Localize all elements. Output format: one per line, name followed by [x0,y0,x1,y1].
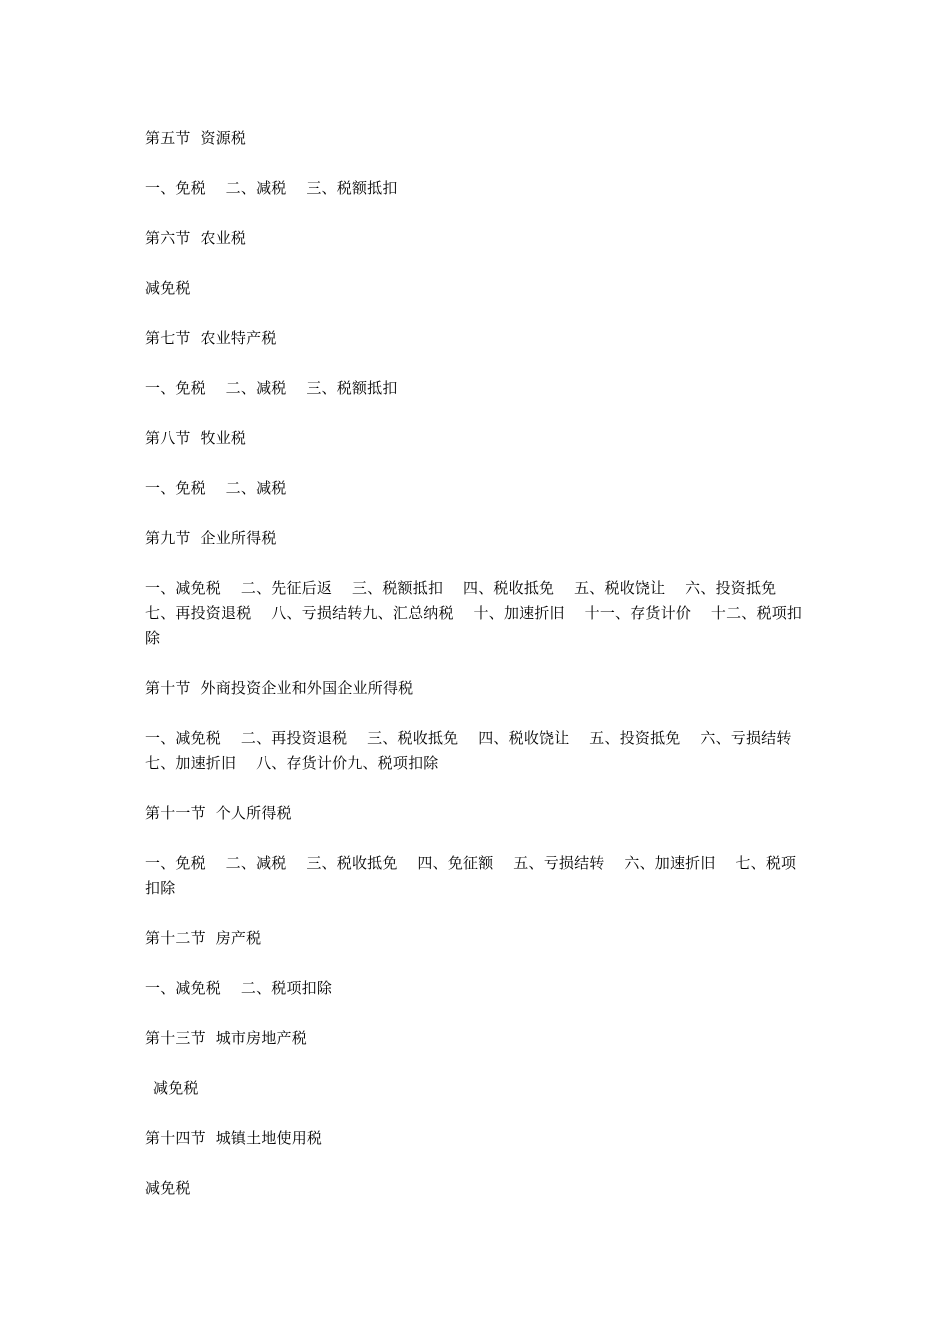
section-body-urban-land-use-tax: 减免税 [145,1179,191,1197]
section-body-agri-special-tax: 一、免税 二、减税 三、税额抵扣 [145,379,398,397]
section-heading-urban-real-estate-tax: 第十三节 城市房地产税 [145,1029,307,1047]
section-body-animal-husbandry-tax: 一、免税 二、减税 [145,479,287,497]
section-heading-agricultural-tax: 第六节 农业税 [145,229,247,247]
section-heading-individual-income-tax: 第十一节 个人所得税 [145,804,292,822]
section-body-property-tax: 一、减免税 二、税项扣除 [145,979,333,997]
section-body-urban-real-estate-tax: 减免税 [153,1079,199,1097]
section-heading-foreign-enterprise-income-tax: 第十节 外商投资企业和外国企业所得税 [145,679,414,697]
section-body-individual-income-tax: 一、免税 二、减税 三、税收抵免 四、免征额 五、亏损结转 六、加速折旧 七、税项扣除 [145,854,797,897]
section-heading-resource-tax: 第五节 资源税 [145,129,247,147]
section-body-resource-tax: 一、免税 二、减税 三、税额抵扣 [145,179,398,197]
section-body-foreign-enterprise-income-tax: 一、减免税 二、再投资退税 三、税收抵免 四、税收饶让 五、投资抵免 六、亏损结转 七、加速折旧 八、存货计价九、税项扣除 [145,729,812,772]
section-heading-enterprise-income-tax: 第九节 企业所得税 [145,529,277,547]
section-heading-urban-land-use-tax: 第十四节 城镇土地使用税 [145,1129,323,1147]
section-body-agricultural-tax: 减免税 [145,279,191,297]
section-body-enterprise-income-tax: 一、减免税 二、先征后返 三、税额抵扣 四、税收抵免 五、税收饶让 六、投资抵免 七、再投资退税 八、亏损结转九、汇总纳税 十、加速折旧 十一、存货计价 十二、税项扣除 [145,579,803,647]
section-heading-property-tax: 第十二节 房产税 [145,929,262,947]
document-page [145,126,812,1226]
section-heading-agri-special-tax: 第七节 农业特产税 [145,329,277,347]
section-heading-animal-husbandry-tax: 第八节 牧业税 [145,429,247,447]
